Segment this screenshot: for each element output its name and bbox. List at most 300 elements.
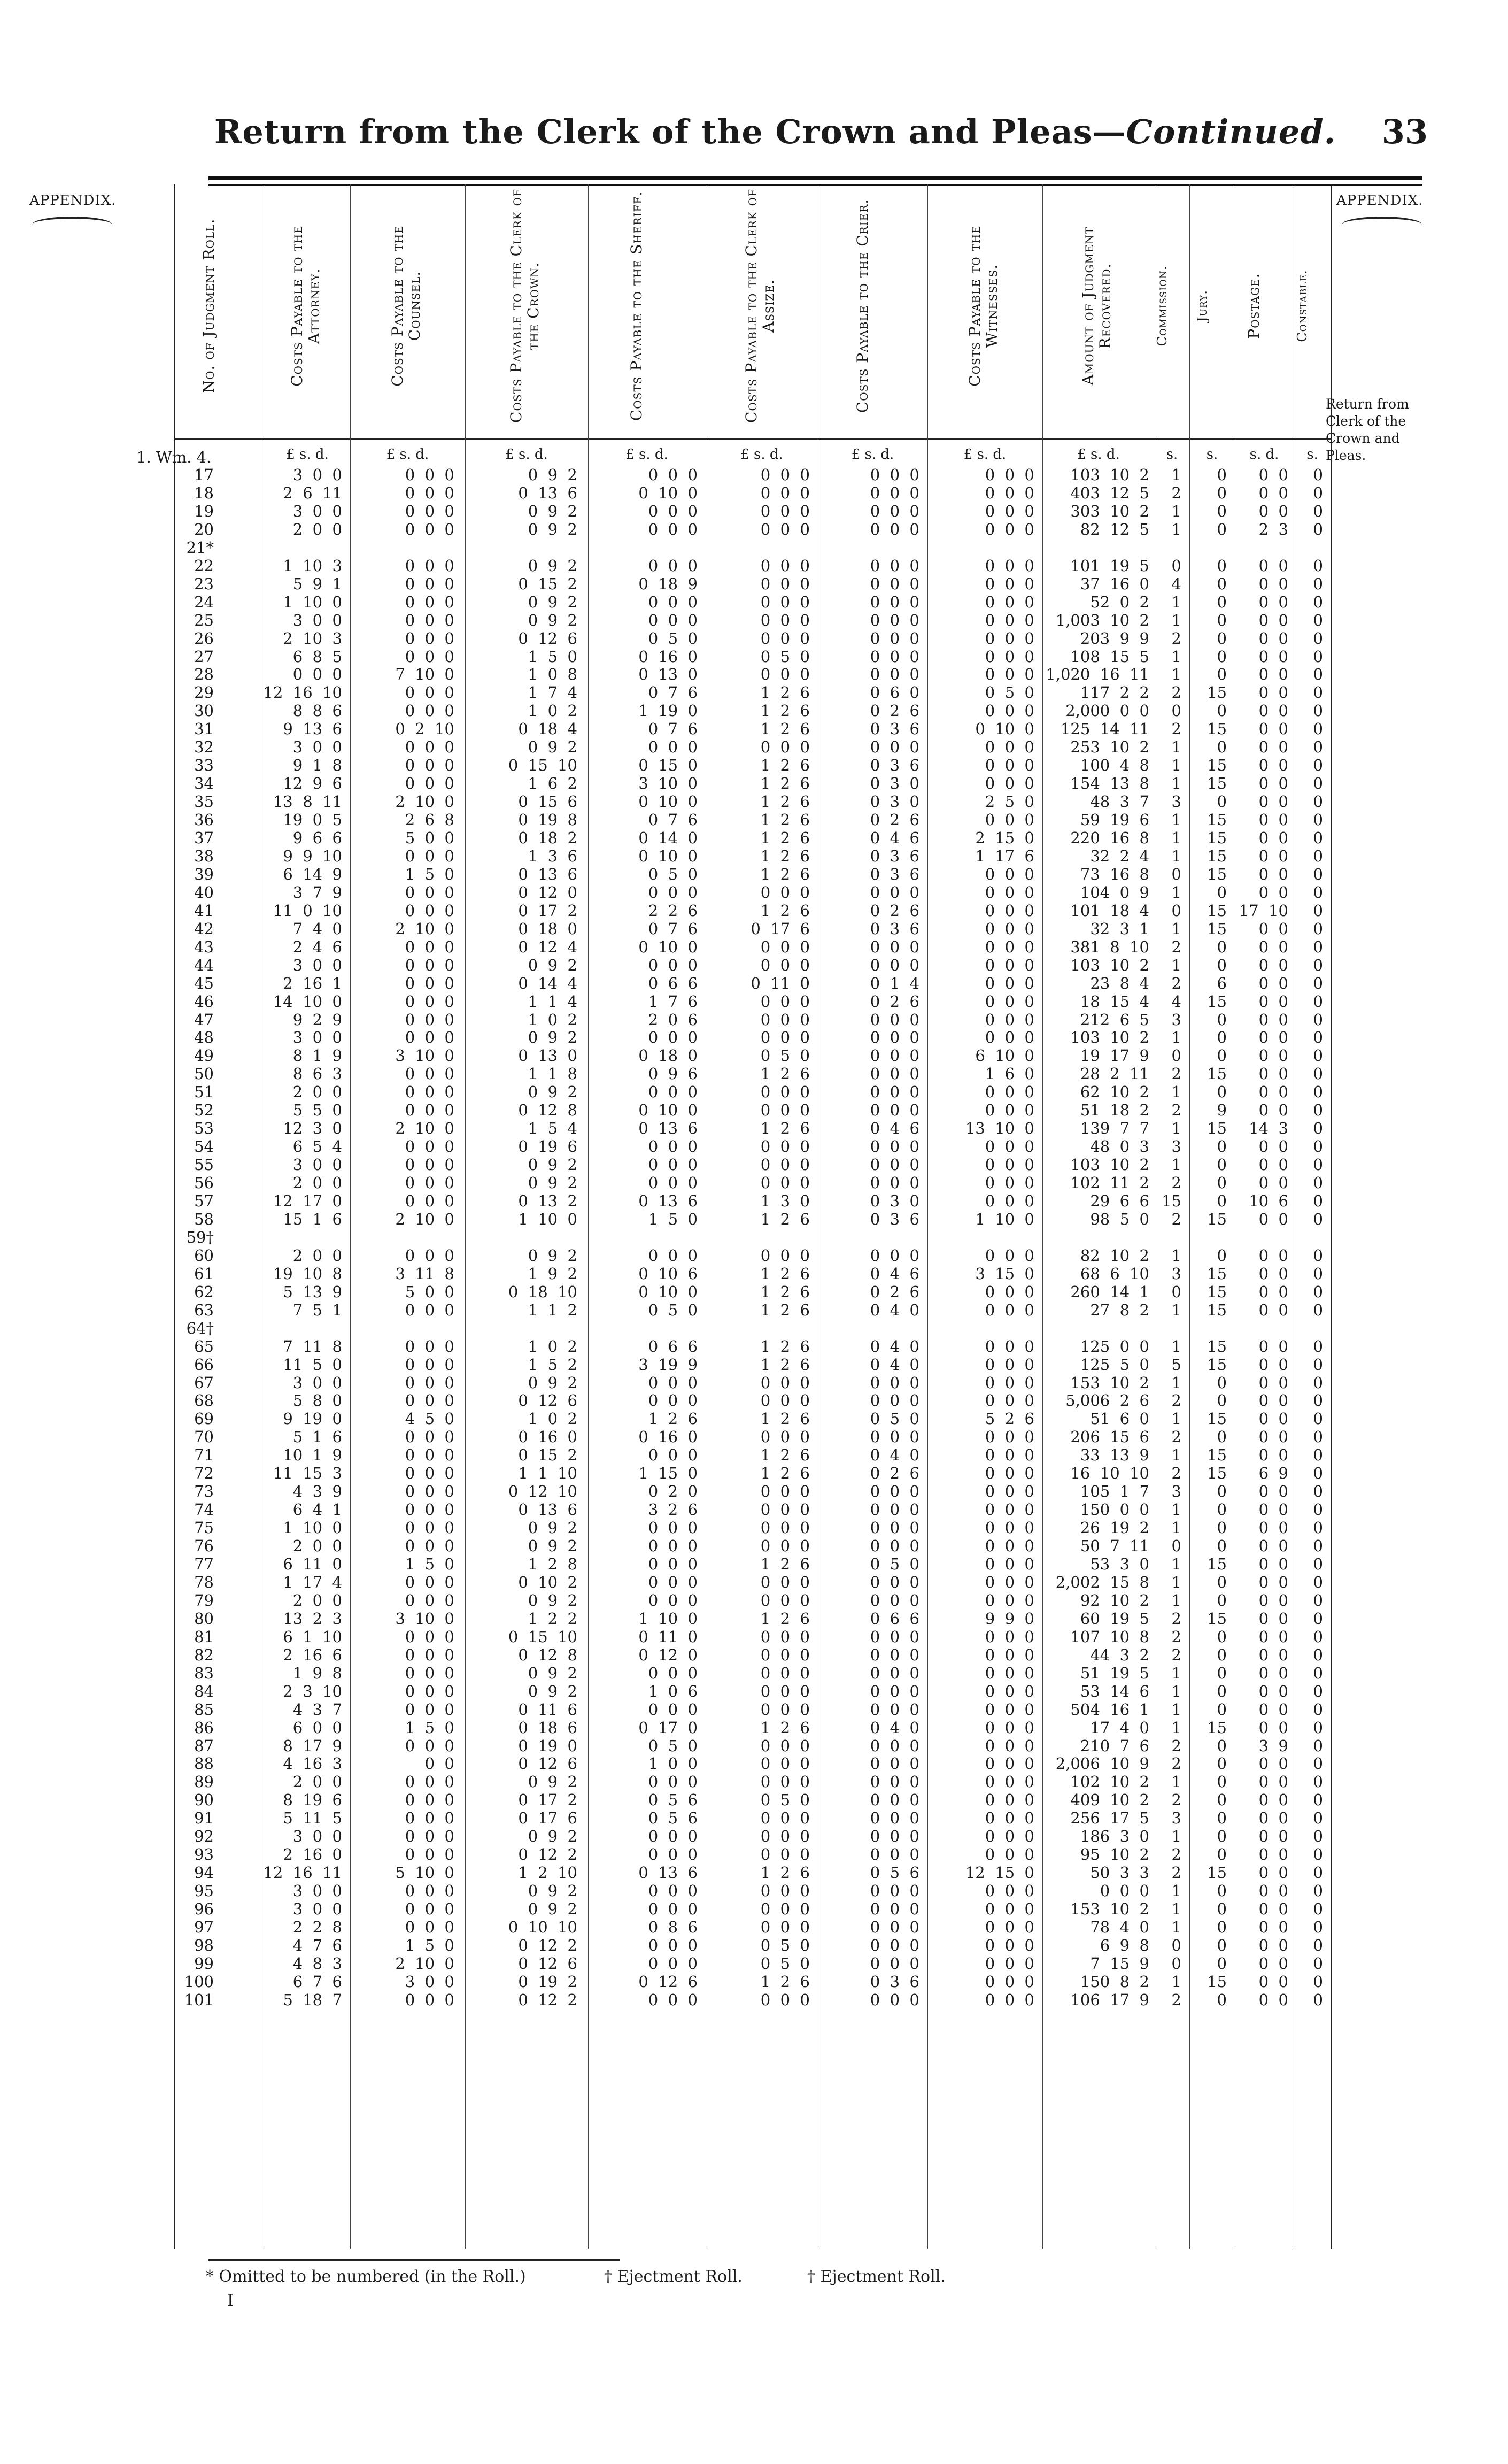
cell-sheriff: 0 0 0 [648, 1156, 698, 1174]
cell-no: 70 [194, 1428, 214, 1446]
cell-crier: 0 0 0 [870, 1700, 919, 1719]
cell-attorney: 2 0 0 [292, 1591, 342, 1610]
cell-no: 54 [194, 1137, 214, 1156]
cell-crown: 1 5 4 [528, 1119, 577, 1138]
cell-jury: 0 [1217, 1537, 1227, 1556]
cell-crier: 0 4 0 [870, 1718, 919, 1737]
cell-crown: 1 9 2 [528, 1264, 577, 1283]
appendix-label-right: APPENDIX. [1336, 192, 1424, 209]
cell-witnesses: 5 2 6 [985, 1410, 1034, 1428]
table-row [0, 883, 1508, 902]
cell-attorney: 6 5 4 [292, 1137, 342, 1156]
cell-assize: 1 2 6 [760, 901, 810, 920]
cell-crier: 0 0 0 [870, 1391, 919, 1410]
table-row [0, 557, 1508, 575]
cell-amount: 5,006 2 6 [1065, 1391, 1149, 1410]
cell-assize: 0 0 0 [760, 1391, 810, 1410]
cell-no: 23 [194, 574, 214, 593]
cell-witnesses: 0 0 0 [985, 483, 1034, 502]
cell-witnesses: 0 0 0 [985, 665, 1034, 684]
cell-no: 97 [194, 1918, 214, 1936]
cell-crown: 0 18 0 [518, 919, 577, 938]
cell-crier: 0 3 0 [870, 774, 919, 793]
cell-counsel: 0 0 0 [405, 1337, 454, 1356]
cell-constable: 0 [1313, 1882, 1323, 1900]
cell-no: 91 [194, 1809, 214, 1828]
cell-sheriff: 0 0 0 [648, 1845, 698, 1864]
cell-jury: 15 [1207, 756, 1227, 775]
cell-crown: 0 12 8 [518, 1645, 577, 1664]
cell-constable: 0 [1313, 1809, 1323, 1828]
side-note: Return from Clerk of the Crown and Pleas. [1326, 396, 1409, 463]
cell-assize: 0 0 0 [760, 1627, 810, 1646]
cell-crown: 1 2 10 [518, 1864, 577, 1882]
cell-postage: 0 0 [1258, 937, 1288, 956]
cell-constable: 0 [1313, 956, 1323, 974]
cell-postage: 0 0 [1258, 1645, 1288, 1664]
cell-assize: 1 2 6 [760, 1718, 810, 1737]
cell-sheriff: 0 9 6 [648, 1065, 698, 1083]
cell-crier: 0 0 0 [870, 956, 919, 974]
cell-witnesses: 2 5 0 [985, 792, 1034, 811]
cell-commission: 1 [1171, 1555, 1181, 1573]
cell-commission: 2 [1171, 1428, 1181, 1446]
cell-counsel: 7 10 0 [395, 665, 454, 684]
cell-no: 80 [194, 1609, 214, 1628]
column-header-commission: Commission. [1154, 265, 1170, 346]
cell-crown: 0 9 2 [528, 466, 577, 484]
cell-postage: 0 0 [1258, 1664, 1288, 1682]
cell-assize: 0 0 0 [760, 1682, 810, 1700]
brace-right [1342, 217, 1422, 233]
regnal-year-label: 1. Wm. 4. [136, 448, 212, 466]
cell-constable: 0 [1313, 829, 1323, 847]
cell-assize: 0 0 0 [760, 1827, 810, 1846]
table-row [0, 1083, 1508, 1101]
cell-amount: 95 10 2 [1080, 1845, 1149, 1864]
cell-assize: 0 0 0 [760, 1156, 810, 1174]
cell-attorney: 9 9 10 [283, 846, 342, 865]
cell-assize: 0 0 0 [760, 1028, 810, 1047]
column-header-no: No. of Judgment Roll. [200, 218, 218, 394]
cell-amount: 117 2 2 [1080, 683, 1149, 702]
cell-jury: 0 [1217, 1754, 1227, 1773]
table-row [0, 1936, 1508, 1954]
cell-crier: 0 0 0 [870, 1028, 919, 1047]
cell-sheriff: 1 10 0 [638, 1609, 698, 1628]
cell-sheriff: 0 0 0 [648, 1174, 698, 1192]
cell-attorney: 2 0 0 [292, 1773, 342, 1791]
cell-witnesses: 0 0 0 [985, 1809, 1034, 1828]
cell-witnesses: 0 0 0 [985, 1282, 1034, 1301]
cell-jury: 15 [1207, 1609, 1227, 1628]
cell-sheriff: 0 6 6 [648, 1337, 698, 1356]
cell-commission: 5 [1171, 1355, 1181, 1374]
cell-attorney: 1 17 4 [283, 1573, 342, 1591]
cell-sheriff: 0 0 0 [648, 1954, 698, 1973]
cell-sheriff: 1 5 0 [648, 1210, 698, 1228]
cell-commission: 2 [1171, 1065, 1181, 1083]
cell-crown: 1 0 2 [528, 1410, 577, 1428]
cell-assize: 0 0 0 [760, 1137, 810, 1156]
cell-commission: 1 [1171, 502, 1181, 520]
cell-assize: 0 0 0 [760, 1500, 810, 1519]
cell-witnesses: 0 0 0 [985, 1827, 1034, 1846]
cell-assize: 0 0 0 [760, 665, 810, 684]
cell-attorney: 6 8 5 [292, 647, 342, 666]
cell-amount: 206 15 6 [1070, 1428, 1149, 1446]
cell-crier: 0 6 6 [870, 1609, 919, 1628]
cell-no: 85 [194, 1700, 214, 1719]
cell-crier: 0 2 6 [870, 702, 919, 720]
cell-crown: 0 9 2 [528, 1156, 577, 1174]
cell-no: 32 [194, 738, 214, 757]
cell-attorney: 3 0 0 [292, 611, 342, 629]
cell-crown: 0 18 4 [518, 720, 577, 738]
cell-crown: 0 15 2 [518, 574, 577, 593]
cell-crier: 0 0 0 [870, 1936, 919, 1954]
cell-assize: 0 0 0 [760, 1010, 810, 1029]
cell-counsel: 0 0 0 [405, 1028, 454, 1047]
cell-no: 99 [194, 1954, 214, 1973]
cell-witnesses: 2 15 0 [975, 829, 1034, 847]
cell-counsel: 0 0 0 [405, 611, 454, 629]
cell-attorney: 4 16 3 [283, 1754, 342, 1773]
cell-commission: 1 [1171, 665, 1181, 684]
cell-crown: 0 19 6 [518, 1137, 577, 1156]
cell-amount: 52 0 2 [1090, 592, 1149, 611]
cell-constable: 0 [1313, 1537, 1323, 1556]
cell-attorney: 5 1 6 [292, 1428, 342, 1446]
cell-commission: 1 [1171, 611, 1181, 629]
cell-no: 93 [194, 1845, 214, 1864]
cell-no: 72 [194, 1464, 214, 1483]
cell-no: 78 [194, 1573, 214, 1591]
cell-jury: 0 [1217, 629, 1227, 648]
cell-assize: 0 0 0 [760, 937, 810, 956]
cell-amount: 18 15 4 [1080, 992, 1149, 1011]
unit-label: £ s. d. [740, 446, 783, 463]
cell-assize: 0 0 0 [760, 738, 810, 757]
cell-crown: 0 12 2 [518, 1936, 577, 1954]
cell-no: 50 [194, 1065, 214, 1083]
cell-postage: 0 0 [1258, 738, 1288, 757]
table-row [0, 1991, 1508, 2009]
cell-jury: 15 [1207, 1264, 1227, 1283]
title-rule-thin [208, 184, 1422, 186]
cell-witnesses: 0 0 0 [985, 1845, 1034, 1864]
cell-commission: 1 [1171, 756, 1181, 775]
cell-commission: 3 [1171, 1482, 1181, 1501]
cell-jury: 15 [1207, 1864, 1227, 1882]
cell-sheriff: 0 0 0 [648, 1990, 698, 2009]
cell-counsel: 0 0 0 [405, 574, 454, 593]
cell-jury: 0 [1217, 1809, 1227, 1828]
cell-amount: 2,000 0 0 [1065, 702, 1149, 720]
cell-postage: 0 0 [1258, 1791, 1288, 1810]
cell-attorney: 2 10 3 [283, 629, 342, 648]
cell-constable: 0 [1313, 1010, 1323, 1029]
cell-assize: 1 2 6 [760, 865, 810, 883]
cell-amount: 78 4 0 [1090, 1918, 1149, 1936]
cell-postage: 0 0 [1258, 1573, 1288, 1591]
cell-amount: 504 16 1 [1070, 1700, 1149, 1719]
cell-postage: 0 0 [1258, 1337, 1288, 1356]
cell-jury: 0 [1217, 1918, 1227, 1936]
cell-postage: 0 0 [1258, 992, 1288, 1011]
cell-crier: 0 0 0 [870, 1736, 919, 1755]
cell-amount: 48 3 7 [1090, 792, 1149, 811]
cell-jury: 15 [1207, 1119, 1227, 1138]
cell-attorney: 2 0 0 [292, 1537, 342, 1556]
cell-jury: 15 [1207, 1410, 1227, 1428]
cell-crown: 0 9 2 [528, 1028, 577, 1047]
cell-commission: 2 [1171, 683, 1181, 702]
cell-commission: 3 [1171, 1137, 1181, 1156]
cell-sheriff: 0 16 0 [638, 647, 698, 666]
cell-attorney: 4 3 9 [292, 1482, 342, 1501]
cell-counsel: 0 0 0 [405, 1537, 454, 1556]
cell-crier: 0 4 6 [870, 1264, 919, 1283]
cell-jury: 15 [1207, 1446, 1227, 1465]
cell-postage: 0 0 [1258, 1391, 1288, 1410]
cell-jury: 0 [1217, 1373, 1227, 1392]
cell-postage: 0 0 [1258, 1954, 1288, 1973]
cell-amount: 82 10 2 [1080, 1246, 1149, 1265]
cell-sheriff: 0 0 0 [648, 502, 698, 520]
cell-crier: 0 0 0 [870, 1137, 919, 1156]
cell-jury: 0 [1217, 1645, 1227, 1664]
cell-sheriff: 0 15 0 [638, 756, 698, 775]
cell-constable: 0 [1313, 1864, 1323, 1882]
table-row [0, 1664, 1508, 1682]
cell-assize: 0 0 0 [760, 1083, 810, 1102]
cell-crown: 0 18 2 [518, 829, 577, 847]
cell-sheriff: 0 10 0 [638, 1101, 698, 1120]
table-row [0, 1410, 1508, 1428]
cell-witnesses: 0 0 0 [985, 702, 1034, 720]
cell-counsel: 0 0 0 [405, 1373, 454, 1392]
cell-counsel: 0 0 0 [405, 1682, 454, 1700]
cell-constable: 0 [1313, 1591, 1323, 1610]
column-header-attorney: Costs Payable to the Attorney. [288, 225, 323, 387]
table-row [0, 1046, 1508, 1065]
cell-attorney: 2 6 11 [283, 483, 342, 502]
cell-jury: 15 [1207, 811, 1227, 829]
cell-crown: 0 12 0 [518, 883, 577, 902]
cell-crown: 0 12 2 [518, 1845, 577, 1864]
cell-crown: 1 2 2 [528, 1609, 577, 1628]
cell-crier: 0 4 0 [870, 1300, 919, 1319]
cell-sheriff: 0 0 0 [648, 1083, 698, 1102]
cell-postage: 0 0 [1258, 1282, 1288, 1301]
cell-crown: 0 9 2 [528, 738, 577, 757]
cell-no: 94 [194, 1864, 214, 1882]
cell-amount: 102 10 2 [1070, 1773, 1149, 1791]
cell-amount: 59 19 6 [1080, 811, 1149, 829]
table-row [0, 1918, 1508, 1936]
cell-commission: 0 [1171, 901, 1181, 920]
cell-witnesses: 0 5 0 [985, 683, 1034, 702]
cell-assize: 1 2 6 [760, 1410, 810, 1428]
cell-jury: 0 [1217, 1010, 1227, 1029]
cell-crown: 0 9 2 [528, 1373, 577, 1392]
column-header-postage: Postage. [1245, 273, 1263, 339]
cell-counsel: 0 0 0 [405, 1809, 454, 1828]
cell-attorney: 12 9 6 [283, 774, 342, 793]
cell-commission: 1 [1171, 846, 1181, 865]
cell-jury: 0 [1217, 1627, 1227, 1646]
cell-constable: 0 [1313, 1156, 1323, 1174]
cell-counsel: 0 0 0 [405, 1882, 454, 1900]
cell-amount: 2,006 10 9 [1055, 1754, 1149, 1773]
cell-jury: 0 [1217, 556, 1227, 575]
cell-witnesses: 0 0 0 [985, 865, 1034, 883]
cell-witnesses: 0 0 0 [985, 937, 1034, 956]
cell-assize: 1 2 6 [760, 846, 810, 865]
cell-no: 96 [194, 1900, 214, 1919]
cell-counsel: 0 0 0 [405, 1519, 454, 1537]
cell-amount: 153 10 2 [1070, 1373, 1149, 1392]
cell-jury: 0 [1217, 702, 1227, 720]
cell-amount: 48 0 3 [1090, 1137, 1149, 1156]
cell-counsel: 0 0 0 [405, 1300, 454, 1319]
cell-assize: 1 2 6 [760, 829, 810, 847]
cell-witnesses: 3 15 0 [975, 1264, 1034, 1283]
cell-crown: 0 9 2 [528, 502, 577, 520]
cell-assize: 0 0 0 [760, 556, 810, 575]
cell-commission: 1 [1171, 1246, 1181, 1265]
cell-sheriff: 0 5 0 [648, 1736, 698, 1755]
cell-assize: 0 0 0 [760, 1246, 810, 1265]
cell-attorney: 2 3 10 [283, 1682, 342, 1700]
cell-commission: 1 [1171, 883, 1181, 902]
table-row [0, 466, 1508, 484]
cell-sheriff: 0 0 0 [648, 520, 698, 538]
table-row [0, 1827, 1508, 1845]
cell-amount: 104 0 9 [1080, 883, 1149, 902]
cell-witnesses: 12 15 0 [965, 1864, 1034, 1882]
cell-constable: 0 [1313, 611, 1323, 629]
cell-postage: 0 0 [1258, 702, 1288, 720]
cell-crier: 0 3 6 [870, 720, 919, 738]
cell-commission: 2 [1171, 1464, 1181, 1483]
cell-jury: 0 [1217, 1391, 1227, 1410]
cell-commission: 1 [1171, 1773, 1181, 1791]
cell-sheriff: 1 0 6 [648, 1682, 698, 1700]
cell-counsel: 0 0 0 [405, 1192, 454, 1210]
cell-no: 82 [194, 1645, 214, 1664]
cell-witnesses: 0 0 0 [985, 1664, 1034, 1682]
cell-no: 18 [194, 483, 214, 502]
cell-attorney: 3 0 0 [292, 502, 342, 520]
cell-amount: 103 10 2 [1070, 466, 1149, 484]
cell-jury: 15 [1207, 901, 1227, 920]
cell-crier: 0 0 0 [870, 1373, 919, 1392]
cell-counsel: 0 0 0 [405, 466, 454, 484]
cell-crier: 0 4 6 [870, 1119, 919, 1138]
cell-no: 81 [194, 1627, 214, 1646]
table-row [0, 1610, 1508, 1628]
cell-no: 30 [194, 702, 214, 720]
cell-witnesses: 0 0 0 [985, 1754, 1034, 1773]
cell-jury: 15 [1207, 919, 1227, 938]
cell-crier: 0 0 0 [870, 1046, 919, 1065]
cell-jury: 0 [1217, 1954, 1227, 1973]
cell-attorney: 1 10 0 [283, 1519, 342, 1537]
cell-counsel: 0 0 0 [405, 1827, 454, 1846]
cell-attorney: 3 0 0 [292, 466, 342, 484]
cell-sheriff: 0 0 0 [648, 1555, 698, 1573]
cell-counsel: 0 0 0 [405, 774, 454, 793]
unit-label: £ s. d. [386, 446, 429, 463]
cell-commission: 1 [1171, 466, 1181, 484]
cell-crown: 0 9 2 [528, 592, 577, 611]
cell-postage: 0 0 [1258, 1355, 1288, 1374]
cell-postage: 0 0 [1258, 1156, 1288, 1174]
cell-sheriff: 0 10 0 [638, 1282, 698, 1301]
cell-sheriff: 0 10 0 [638, 846, 698, 865]
cell-counsel: 2 10 0 [395, 792, 454, 811]
cell-jury: 0 [1217, 883, 1227, 902]
cell-constable: 0 [1313, 1282, 1323, 1301]
cell-sheriff: 0 0 0 [648, 1700, 698, 1719]
cell-crown: 0 13 6 [518, 865, 577, 883]
cell-witnesses: 0 0 0 [985, 1300, 1034, 1319]
cell-counsel: 0 0 0 [405, 1773, 454, 1791]
cell-jury: 0 [1217, 665, 1227, 684]
cell-attorney: 6 11 0 [283, 1555, 342, 1573]
cell-amount: 303 10 2 [1070, 502, 1149, 520]
cell-witnesses: 0 0 0 [985, 1156, 1034, 1174]
cell-crier: 0 0 0 [870, 1627, 919, 1646]
cell-attorney: 7 4 0 [292, 919, 342, 938]
cell-jury: 0 [1217, 1028, 1227, 1047]
cell-counsel: 0 0 0 [405, 1428, 454, 1446]
cell-sheriff: 0 0 0 [648, 466, 698, 484]
cell-crier: 0 4 6 [870, 829, 919, 847]
cell-crown: 0 13 0 [518, 1046, 577, 1065]
cell-constable: 0 [1313, 1210, 1323, 1228]
cell-attorney: 6 4 1 [292, 1500, 342, 1519]
cell-crown: 1 1 4 [528, 992, 577, 1011]
cell-witnesses: 0 0 0 [985, 1373, 1034, 1392]
cell-jury: 0 [1217, 1773, 1227, 1791]
cell-crier: 0 6 0 [870, 683, 919, 702]
cell-crier: 0 0 0 [870, 592, 919, 611]
cell-crier: 0 3 6 [870, 846, 919, 865]
cell-constable: 0 [1313, 901, 1323, 920]
cell-amount: 7 15 9 [1090, 1954, 1149, 1973]
cell-no: 71 [194, 1446, 214, 1465]
cell-assize: 0 0 0 [760, 1174, 810, 1192]
cell-no: 66 [194, 1355, 214, 1374]
cell-commission: 1 [1171, 1500, 1181, 1519]
cell-amount: 139 7 7 [1080, 1119, 1149, 1138]
cell-attorney: 12 16 11 [263, 1864, 342, 1882]
cell-no: 25 [194, 611, 214, 629]
cell-crier: 0 0 0 [870, 883, 919, 902]
cell-jury: 6 [1217, 974, 1227, 992]
cell-sheriff: 0 0 0 [648, 611, 698, 629]
cell-amount: 1,020 16 11 [1046, 665, 1149, 684]
cell-counsel: 0 0 0 [405, 1083, 454, 1102]
cell-jury: 15 [1207, 1355, 1227, 1374]
cell-sheriff: 0 0 0 [648, 1391, 698, 1410]
cell-amount: 125 0 0 [1080, 1337, 1149, 1356]
cell-jury: 15 [1207, 774, 1227, 793]
cell-sheriff: 0 0 0 [648, 1827, 698, 1846]
